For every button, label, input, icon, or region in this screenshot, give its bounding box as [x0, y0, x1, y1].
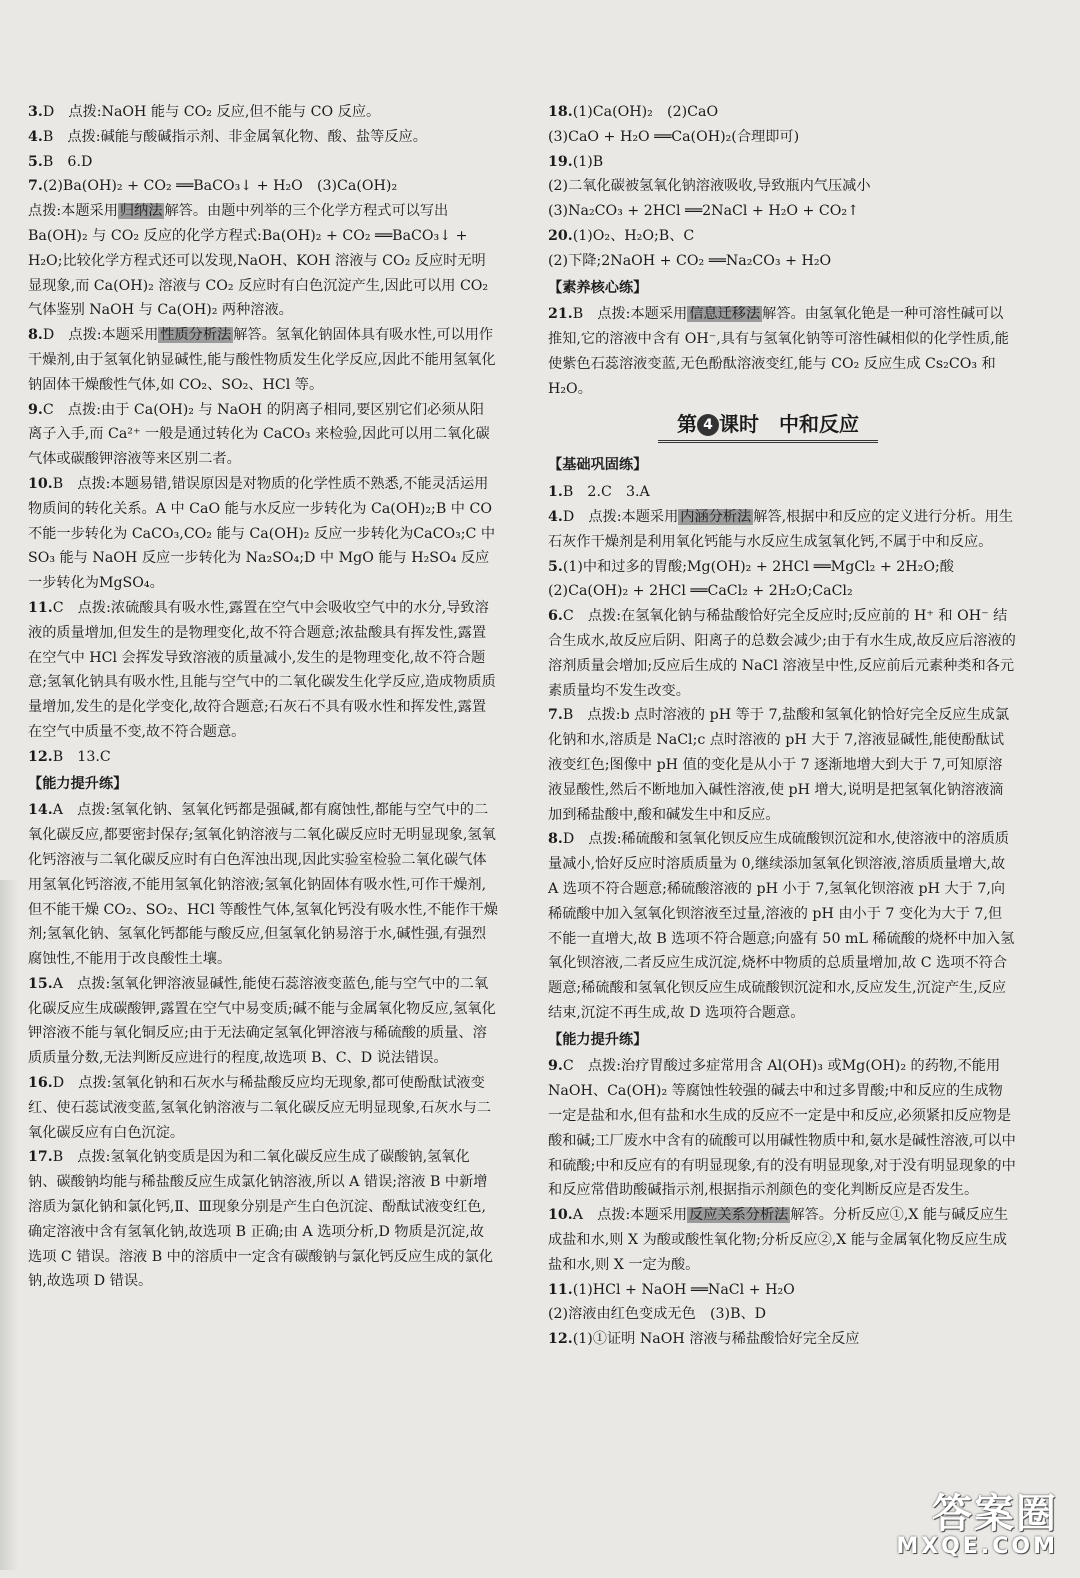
answer-text: B 点拨:本题易错,错误原因是对物质的化学性质不熟悉,不能灵活运用物质间的转化关系。A 中 CaO 能与水反应一步转化为 Ca(OH)₂;B 中 CO 不能一步转化为 CaCO₃,CO₂ 能与 Ca(OH)₂ 反应一步转化为CaCO₃;C 中 SO₃ 能与 NaOH 反应一步转化为 Na₂SO₄;D 中 MgO 能与 H₂SO₄ 反应一步转化为MgSO₄。 — [28, 475, 496, 592]
answer-entry — [28, 596, 498, 745]
answer-entry — [548, 1278, 1016, 1303]
answer-entry — [548, 1203, 1016, 1277]
answer-number: 11. — [548, 1281, 573, 1298]
answer-prefix: D 点拨:本题采用 — [42, 327, 159, 344]
answer-number: 7. — [548, 707, 563, 724]
method-highlight: 性质分析法 — [160, 327, 232, 344]
answer-entry — [548, 1302, 1016, 1327]
answer-text: B 6.D — [42, 153, 93, 170]
answer-prefix: D 点拨:本题采用 — [562, 508, 679, 525]
answer-number: 14. — [28, 802, 53, 819]
answer-number: 3. — [28, 104, 43, 120]
answer-number: 9. — [28, 401, 43, 418]
answer-text: (1)B — [572, 153, 604, 170]
lesson-title-post: 课时 中和反应 — [719, 411, 859, 436]
answer-entry — [548, 827, 1016, 1025]
answer-entry — [548, 249, 1016, 274]
answer-entry — [548, 1327, 1016, 1352]
answer-number: 18. — [548, 104, 573, 120]
answer-text: 解答。由题中列举的三个化学方程式可以写出 Ba(OH)₂ 与 CO₂ 反应的化学方程式:Ba(OH)₂ + CO₂ ══BaCO₃↓ + H₂O;比较化学方程式还可以发现,NaOH、KOH 溶液与 CO₂ 反应时无明显现象,而 Ca(OH)₂ 溶液与 CO₂ 反应时有白色沉淀产生,因此可以用 CO₂ 气体鉴别 NaOH 与 Ca(OH)₂ 两种溶液。 — [28, 203, 489, 319]
answer-number: 8. — [548, 831, 563, 848]
answer-text: C 点拨:在氢氧化钠与稀盐酸恰好完全反应时;反应前的 H⁺ 和 OH⁻ 结合生成水,故反应后阴、阳离子的总数会减少;由于有水生成,故反应后溶液的溶剂质量会增加;反应后生成的 NaCl 溶液呈中性,反应前后元素种类和各元素质量均不发生改变。 — [548, 608, 1016, 699]
answer-entry — [28, 100, 498, 125]
answer-number: 4. — [28, 128, 43, 145]
answer-number: 20. — [548, 227, 573, 244]
answer-text: D 点拨:氢氧化钠和石灰水与稀盐酸反应均无现象,都可使酚酞试液变红、使石蕊试液变蓝,氢氧化钠溶液与二氧化碳反应无明显现象,石灰水与二氧化碳反应有白色沉淀。 — [28, 1075, 492, 1141]
answer-text: A 点拨:氢氧化钾溶液显碱性,能使石蕊溶液变蓝色,能与空气中的二氧化碳反应生成碳酸钾,露置在空气中易变质;碱不能与金属氧化物反应,氢氧化钾溶液不能与氧化铜反应;由于无法确定氢氧化钾溶液与稀硫酸的质量、溶质质量分数,无法判断反应进行的程度,故选项 B、C、D 说法错误。 — [28, 975, 496, 1067]
answer-entry — [548, 100, 1016, 125]
answer-entry — [548, 703, 1016, 827]
right-column-bottom — [548, 453, 1016, 1352]
answer-entry — [28, 125, 498, 150]
answer-number: 9. — [548, 1058, 563, 1075]
answer-prefix: 点拨:本题采用 — [28, 203, 118, 220]
answer-text: B 13.C — [52, 748, 111, 765]
answer-text: D 点拨:稀硫酸和氢氧化钡反应生成硫酸钡沉淀和水,使溶液中的溶质质量减小,恰好反应时溶质质量为 0,继续添加氢氧化钡溶液,溶质质量增大,故 A 选项不符合题意;稀硫酸溶液的 pH 小于 7,氢氧化钡溶液 pH 大于 7,向稀硫酸中加入氢氧化钡溶液至过量,溶液的 pH 由小于 7 变化为大于 7,但不能一直增大,故 B 选项不符合题意;向盛有 50 mL 稀硫酸的烧杯中加入氢氧化钡溶液,二者反应生成沉淀,烧杯中物质的总质量增加,故 C 选项不符合题意;稀硫酸和氢氧化钡反应生成硫酸钡沉淀和水,反应发生,沉淀产生,反应结束,沉淀不再生成,故 D 选项符合题意。 — [548, 831, 1015, 1021]
watermark-url: MXQE.COM — [896, 1534, 1058, 1559]
answer-entry — [548, 302, 1016, 401]
answer-entry — [28, 1145, 498, 1294]
method-highlight: 信息迁移法 — [689, 306, 761, 323]
answer-number: 1. — [548, 484, 563, 501]
answer-entry — [28, 323, 498, 397]
answer-text: 解答。氢氧化钠固体具有吸水性,可以用作干燥剂,由于氢氧化钠显碱性,能与酸性物质发生化学反应,因此不能用氢氧化钠固体干燥酸性气体,如 CO₂、SO₂、HCl 等。 — [28, 327, 496, 393]
answer-entry — [548, 1054, 1016, 1203]
answer-text: (2)下降;2NaOH + CO₂ ══Na₂CO₃ + H₂O — [548, 252, 832, 269]
answer-text: 解答,根据中和反应的定义进行分析。用生石灰作干燥剂是利用氧化钙能与水反应生成氢氧化钙,不属于中和反应。 — [548, 508, 1014, 550]
answer-entry — [548, 604, 1016, 703]
answer-entry — [28, 174, 498, 199]
method-highlight: 反应关系分析法 — [689, 1207, 789, 1224]
answer-entry — [28, 199, 498, 323]
answer-text: B 点拨:氢氧化钠变质是因为和二氧化碳反应生成了碳酸钠,氢氧化钠、碳酸钠均能与稀盐酸反应生成氯化钠溶液,所以 A 错误;溶液 B 中新增溶质为氯化钠和氯化钙,Ⅱ、Ⅲ现象分别是产生白色沉淀、酚酞试液变红色,确定溶液中含有氢氧化钠,故选项 B 正确;由 A 选项分析,D 物质是沉淀,故选项 C 错误。溶液 B 中的溶质中一定含有碳酸钠与氯化钙反应生成的氯化钠,故选项 D 错误。 — [28, 1149, 493, 1290]
lesson-title-pre: 第 — [677, 411, 697, 436]
lesson-number-badge: 4 — [697, 414, 719, 436]
answer-entry — [548, 150, 1016, 175]
answer-text: (1)①证明 NaOH 溶液与稀盐酸恰好完全反应 — [572, 1331, 860, 1348]
answer-number: 17. — [28, 1149, 53, 1166]
answer-entry — [548, 125, 1016, 150]
answer-entry — [28, 1071, 498, 1145]
answer-text: D 点拨:NaOH 能与 CO₂ 反应,但不能与 CO 反应。 — [42, 104, 381, 120]
answer-entry — [28, 972, 498, 1071]
answer-text: (1)中和过多的胃酸;Mg(OH)₂ + 2HCl ══MgCl₂ + 2H₂O;酸 — [562, 558, 954, 575]
answer-entry — [548, 505, 1016, 555]
answer-text: (1)HCl + NaOH ══NaCl + H₂O — [572, 1281, 795, 1298]
answer-entry — [28, 150, 498, 175]
watermark-logo — [896, 1491, 1058, 1560]
answer-text: (2)二氧化碳被氢氧化钠溶液吸收,导致瓶内气压减小 — [548, 178, 871, 195]
answer-entry — [28, 798, 498, 972]
answer-number: 16. — [28, 1075, 53, 1092]
answer-text: 解答。分析反应①,X 能与碱反应生成盐和水,则 X 为酸或酸性氧化物;分析反应②,X 能与金属氧化物反应生成盐和水,则 X 一定为酸。 — [548, 1207, 1009, 1273]
right-column-top — [548, 100, 1016, 402]
answer-number: 4. — [548, 508, 563, 525]
answer-text: B 2.C 3.A — [562, 484, 650, 501]
answer-text: B 点拨:碱能与酸碱指示剂、非金属氧化物、酸、盐等反应。 — [42, 128, 427, 145]
section-heading: 【素养核心练】 — [548, 279, 648, 296]
answer-entry — [548, 555, 1016, 580]
answer-text: 解答。由氢氧化铯是一种可溶性碱可以推知,它的溶液中含有 OH⁻,具有与氢氧化钠等可溶性碱相似的化学性质,能使紫色石蕊溶液变蓝,无色酚酞溶液变红,能与 CO₂ 反应生成 Cs₂CO₃ 和 H₂O。 — [548, 306, 1009, 397]
answer-number: 10. — [548, 1207, 573, 1224]
watermark-logo-text: 答案圈 — [932, 1491, 1058, 1537]
answer-text: (1)O₂、H₂O;B、C — [572, 227, 695, 244]
answer-entry — [28, 398, 498, 472]
answer-entry — [548, 224, 1016, 249]
answer-number: 19. — [548, 153, 573, 170]
answer-text: (2)Ca(OH)₂ + 2HCl ══CaCl₂ + 2H₂O;CaCl₂ — [548, 583, 853, 600]
answer-number: 5. — [548, 558, 563, 575]
answer-number: 12. — [28, 748, 53, 765]
answer-text: C 点拨:浓硫酸具有吸水性,露置在空气中会吸收空气中的水分,导致溶液的质量增加,但发生的是物理变化,故不符合题意;浓盐酸具有挥发性,露置在空气中 HCl 会挥发导致溶液的质量减小,发生的是物理变化,故不符合题意;氢氧化钠具有吸水性,且能与空气中的二氧化碳发生化学反应,造成物质质量增加,发生的是化学变化,故符合题意;石灰石不具有吸水性和挥发性,露置在空气中质量不变,故不符合题意。 — [28, 599, 496, 740]
answer-number: 8. — [28, 327, 43, 344]
answer-prefix: B 点拨:本题采用 — [572, 306, 688, 323]
answer-entry — [28, 472, 498, 596]
answer-number: 11. — [28, 599, 53, 616]
page-spine-shadow — [0, 880, 18, 1570]
answer-text: (3)CaO + H₂O ══Ca(OH)₂(合理即可) — [548, 128, 800, 145]
method-highlight: 归纳法 — [119, 203, 163, 220]
section-heading: 【基础巩固练】 — [548, 457, 648, 474]
section-heading: 【能力提升练】 — [548, 1031, 648, 1048]
answer-number: 12. — [548, 1331, 573, 1348]
method-highlight: 内涵分析法 — [680, 508, 752, 525]
answer-text: (1)Ca(OH)₂ (2)CaO — [572, 104, 719, 120]
right-column — [548, 100, 1016, 1352]
section-heading: 【能力提升练】 — [28, 775, 128, 792]
answer-number: 21. — [548, 306, 573, 323]
answer-text: A 点拨:氢氧化钠、氢氧化钙都是强碱,都有腐蚀性,都能与空气中的二氧化碳反应,都要密封保存;氢氧化钠溶液与二氧化碳反应时无明显现象,氢氧化钙溶液与二氧化碳反应时有白色浑浊出现,因此实验室检验二氧化碳气体用氢氧化钙溶液,不能用氢氧化钠溶液;氢氧化钠固体有吸水性,可作干燥剂,但不能干燥 CO₂、SO₂、HCl 等酸性气体,氢氧化钙没有吸水性,不能作干燥剂;氢氧化钠、氢氧化钙都能与酸反应,但氢氧化钠易溶于水,碱性强,有强烈腐蚀性,不能用于改良酸性土壤。 — [28, 802, 498, 968]
answer-number: 5. — [28, 153, 43, 170]
answer-entry — [548, 480, 1016, 505]
answer-number: 10. — [28, 475, 53, 492]
answer-text: (2)溶液由红色变成无色 (3)B、D — [548, 1306, 767, 1323]
left-column — [28, 100, 498, 1294]
answer-entry — [548, 174, 1016, 199]
answer-text: C 点拨:治疗胃酸过多症常用含 Al(OH)₃ 或Mg(OH)₂ 的药物,不能用 NaOH、Ca(OH)₂ 等腐蚀性较强的碱去中和过多胃酸;中和反应的生成物一定是盐和水,但有盐和水生成的反应不一定是中和反应,必须紧扣反应物是酸和碱;工厂废水中含有的硫酸可以用碱性物质中和,氨水是碱性溶液,可以中和硫酸;中和反应有的有明显现象,有的没有明显现象,对于没有明显现象的中和反应常借助酸碱指示剂,根据指示剂颜色的变化判断反应是否发生。 — [548, 1058, 1016, 1199]
answer-text: (2)Ba(OH)₂ + CO₂ ══BaCO₃↓ + H₂O (3)Ca(OH)₂ — [42, 178, 398, 195]
answer-text: C 点拨:由于 Ca(OH)₂ 与 NaOH 的阴离子相同,要区别它们必须从阳离子入手,而 Ca²⁺ 一般是通过转化为 CaCO₃ 来检验,因此可以用二氧化碳气体或碳酸钾溶液等来区别二者。 — [28, 401, 490, 468]
answer-entry — [548, 579, 1016, 604]
answer-entry — [548, 199, 1016, 224]
answer-number: 7. — [28, 178, 43, 195]
lesson-title — [658, 412, 878, 444]
answer-text: B 点拨:b 点时溶液的 pH 等于 7,盐酸和氢氧化钠恰好完全反应生成氯化钠和水,溶质是 NaCl;c 点时溶液的 pH 大于 7,溶液显碱性,能使酚酞试液变红色;图像中 pH 值的变化是从小于 7 逐渐地增大到大于 7,可知原溶液显酸性,然后不断地加入碱性溶液,使 pH 增大,说明是把氢氧化钠溶液滴加到稀盐酸中,酸和碱发生中和反应。 — [548, 707, 1010, 823]
answer-number: 15. — [28, 975, 53, 992]
answer-prefix: A 点拨:本题采用 — [572, 1207, 688, 1224]
answer-entry — [28, 745, 498, 770]
answer-text: (3)Na₂CO₃ + 2HCl ══2NaCl + H₂O + CO₂↑ — [548, 203, 859, 220]
answer-number: 6. — [548, 608, 563, 625]
